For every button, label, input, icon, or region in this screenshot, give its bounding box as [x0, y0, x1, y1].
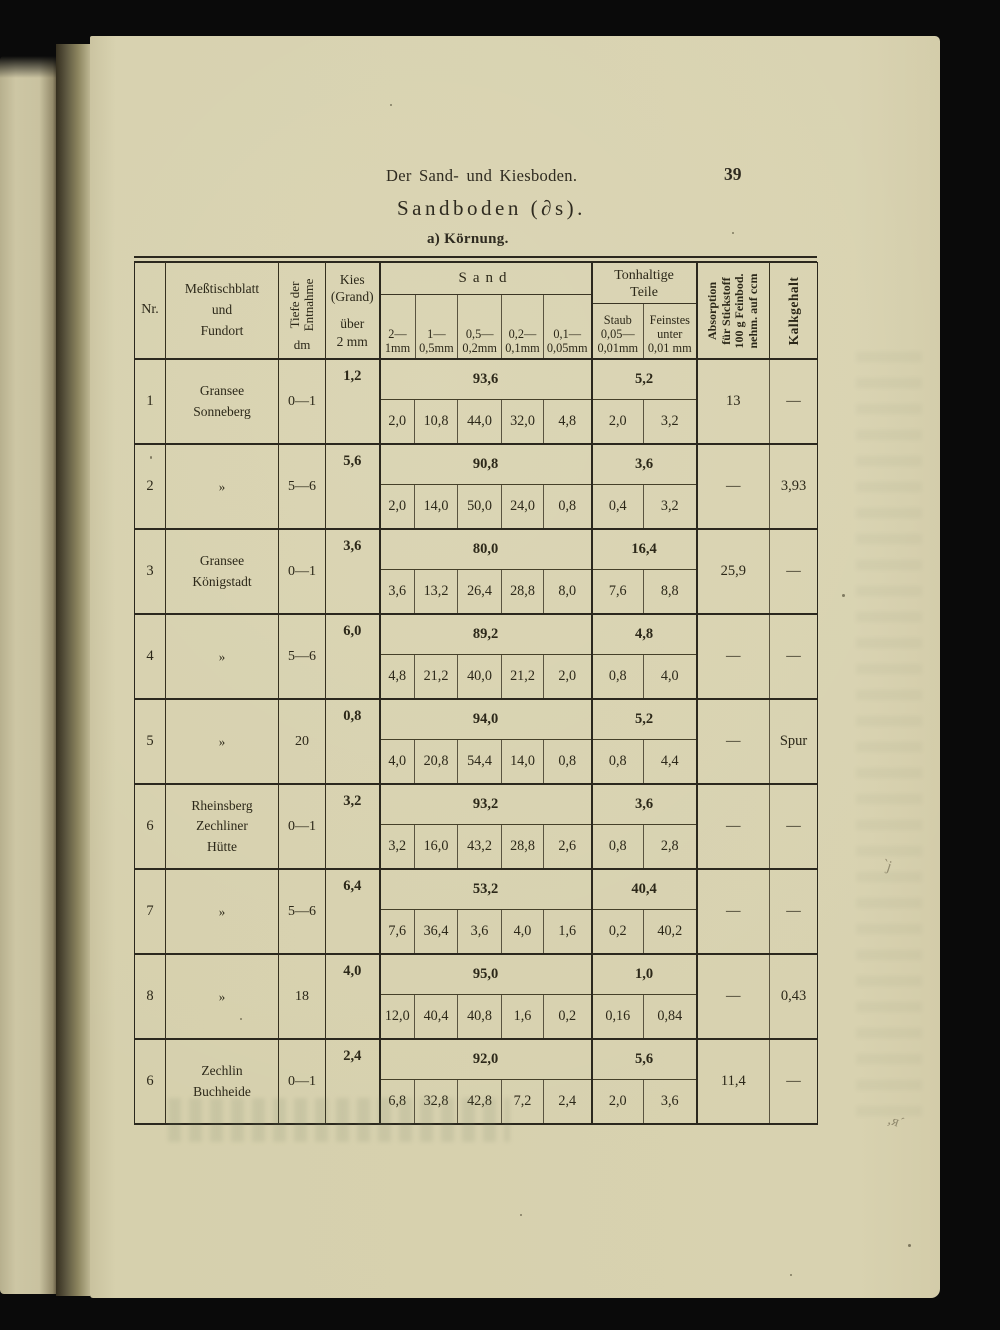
row-depth: 0—1: [279, 784, 326, 869]
kies-value: 3,2: [326, 784, 380, 869]
header-fundort-line: und: [211, 302, 233, 318]
ton-fraction-value: 40,2: [644, 910, 697, 955]
absorption-value: —: [697, 869, 770, 954]
sand-fraction-value: 40,4: [415, 995, 458, 1040]
show-through-columns: [856, 336, 922, 1116]
sand-fraction-value: 2,4: [544, 1080, 592, 1125]
location-line: »: [218, 903, 226, 919]
page-speck: [390, 104, 392, 106]
row-depth: 5—6: [279, 869, 326, 954]
row-number: 3: [135, 529, 166, 614]
row-depth: 20: [279, 699, 326, 784]
header-ton-col: Staub 0,05— 0,01mm: [597, 313, 639, 355]
sand-total: 53,2: [380, 869, 592, 910]
sand-fraction-value: 2,0: [380, 485, 415, 530]
sand-fraction-value: 0,8: [544, 485, 592, 530]
row-number: 1: [135, 359, 166, 444]
ton-total: 5,2: [592, 699, 697, 740]
table-body: [135, 359, 818, 1124]
header-absorption-rotated: Absorption für Stickstoff 100 g Feinbod. nehm. auf ccm: [705, 272, 760, 349]
sand-fraction-value: 54,4: [458, 740, 502, 785]
subsection-title: a) Körnung.: [427, 231, 509, 247]
ton-fraction-value: 0,2: [592, 910, 644, 955]
page-speck: [732, 232, 734, 234]
location-line: »: [218, 733, 226, 749]
table-row: [135, 359, 818, 400]
sand-total: 94,0: [380, 699, 592, 740]
header-sand-col: 0,1— 0,05mm: [543, 295, 591, 358]
ton-fraction-value: 0,16: [592, 995, 644, 1040]
header-sand-title: Sand: [381, 263, 591, 295]
row-depth: 0—1: [279, 529, 326, 614]
location-line: Buchheide: [193, 1083, 251, 1099]
ton-fraction-value: 0,4: [592, 485, 644, 530]
sand-fraction-value: 0,2: [544, 995, 592, 1040]
sand-fraction-value: 42,8: [458, 1080, 502, 1125]
sand-fraction-value: 36,4: [415, 910, 458, 955]
location-line: »: [218, 478, 226, 494]
header-ton-col: Feinstes unter 0,01 mm: [643, 304, 696, 358]
ton-fraction-value: 0,8: [592, 825, 644, 870]
header-sand-col: 1— 0,5mm: [415, 295, 458, 358]
row-location: [166, 1039, 279, 1124]
row-number: 4: [135, 614, 166, 699]
kies-value: 6,4: [326, 869, 380, 954]
sand-fraction-value: 1,6: [502, 995, 544, 1040]
page-number: 39: [724, 164, 742, 184]
row-location: [166, 444, 279, 529]
sand-fraction-value: 7,2: [502, 1080, 544, 1125]
row-depth: 0—1: [279, 1039, 326, 1124]
adjacent-page-edge: [0, 56, 56, 1294]
sand-fraction-value: 14,0: [415, 485, 458, 530]
sand-fraction-value: 32,0: [502, 400, 544, 445]
absorption-value: —: [697, 784, 770, 869]
ton-fraction-value: 2,0: [592, 1080, 644, 1125]
location-line: »: [218, 648, 226, 664]
ton-fraction-value: 3,6: [644, 1080, 697, 1125]
location-line: Gransee: [199, 553, 245, 569]
kies-value: 4,0: [326, 954, 380, 1039]
ton-total: 5,6: [592, 1039, 697, 1080]
sand-fraction-value: 1,6: [544, 910, 592, 955]
absorption-value: —: [697, 954, 770, 1039]
sand-fraction-value: 3,6: [458, 910, 502, 955]
pen-mark: `ј: [879, 856, 894, 876]
kalk-value: 0,43: [770, 954, 818, 1039]
sand-fraction-value: 4,8: [380, 655, 415, 700]
sand-total: 92,0: [380, 1039, 592, 1080]
kalk-value: —: [770, 359, 818, 444]
header-sand-group: [380, 263, 592, 360]
header-sand-subcolumns: [381, 295, 591, 358]
sand-fraction-value: 24,0: [502, 485, 544, 530]
row-location: [166, 954, 279, 1039]
header-nr: Nr.: [135, 263, 166, 360]
kalk-value: 3,93: [770, 444, 818, 529]
kies-value: 3,6: [326, 529, 380, 614]
ton-fraction-value: 0,8: [592, 655, 644, 700]
page-speck: [790, 1274, 792, 1276]
kalk-value: —: [770, 529, 818, 614]
sand-fraction-value: 2,0: [544, 655, 592, 700]
kalk-value: —: [770, 614, 818, 699]
section-title: Sandboden (∂s).: [397, 196, 586, 220]
ton-fraction-value: 2,8: [644, 825, 697, 870]
sand-fraction-value: 50,0: [458, 485, 502, 530]
page-speck: [842, 594, 845, 597]
absorption-value: —: [697, 699, 770, 784]
sand-fraction-value: 3,2: [380, 825, 415, 870]
sand-total: 89,2: [380, 614, 592, 655]
sand-fraction-value: 28,8: [502, 570, 544, 615]
book-gutter-shadow: [56, 44, 90, 1296]
sand-fraction-value: 3,6: [380, 570, 415, 615]
location-line: Königstadt: [192, 573, 252, 589]
sand-total: 80,0: [380, 529, 592, 570]
grain-size-table-grid: [134, 262, 818, 1125]
row-depth: 0—1: [279, 359, 326, 444]
sand-fraction-value: 8,0: [544, 570, 592, 615]
row-location: [166, 784, 279, 869]
location-line: Hütte: [207, 838, 237, 854]
sand-fraction-value: 2,6: [544, 825, 592, 870]
page-speck: [150, 456, 152, 459]
header-fundort-line: Meßtischblatt: [184, 281, 260, 297]
header-tiefe-rotated: Tiefe der Entnahme: [287, 278, 316, 332]
sand-fraction-value: 13,2: [415, 570, 458, 615]
sand-fraction-value: 12,0: [380, 995, 415, 1040]
absorption-value: —: [697, 614, 770, 699]
sand-fraction-value: 28,8: [502, 825, 544, 870]
table-row: [135, 784, 818, 825]
table-row: [135, 444, 818, 485]
header-ton-subcolumns: [593, 304, 696, 358]
running-head: Der Sand- und Kiesboden.: [386, 166, 578, 185]
sand-fraction-value: 40,8: [458, 995, 502, 1040]
row-number: 6: [135, 1039, 166, 1124]
header-absorption: [697, 263, 770, 360]
sand-fraction-value: 16,0: [415, 825, 458, 870]
ton-fraction-value: 3,2: [644, 485, 697, 530]
row-location: [166, 869, 279, 954]
header-sand-col: 0,5— 0,2mm: [457, 295, 501, 358]
absorption-value: 13: [697, 359, 770, 444]
sand-total: 95,0: [380, 954, 592, 995]
row-depth: 5—6: [279, 614, 326, 699]
kies-value: 2,4: [326, 1039, 380, 1124]
ton-fraction-value: 0,8: [592, 740, 644, 785]
sand-fraction-value: 10,8: [415, 400, 458, 445]
row-location: [166, 699, 279, 784]
sand-fraction-value: 4,8: [544, 400, 592, 445]
ton-fraction-value: 0,84: [644, 995, 697, 1040]
ton-fraction-value: 8,8: [644, 570, 697, 615]
kalk-value: —: [770, 784, 818, 869]
ton-total: 4,8: [592, 614, 697, 655]
header-kies: Kies (Grand) über 2 mm: [326, 263, 380, 360]
kalk-value: Spur: [770, 699, 818, 784]
pen-mark: ,я´: [886, 1111, 906, 1133]
sand-fraction-value: 40,0: [458, 655, 502, 700]
row-location: [166, 529, 279, 614]
sand-total: 93,6: [380, 359, 592, 400]
sand-fraction-value: 7,6: [380, 910, 415, 955]
sand-fraction-value: 6,8: [380, 1080, 415, 1125]
row-number: 7: [135, 869, 166, 954]
location-line: Zechliner: [196, 818, 248, 834]
sand-fraction-value: 26,4: [458, 570, 502, 615]
sand-fraction-value: 44,0: [458, 400, 502, 445]
ton-fraction-value: 3,2: [644, 400, 697, 445]
page-speck: [520, 1214, 522, 1216]
page-speck: [908, 1244, 911, 1247]
ton-total: 3,6: [592, 444, 697, 485]
kalk-value: —: [770, 869, 818, 954]
table-header: [135, 263, 818, 360]
location-line: »: [218, 988, 226, 1004]
absorption-value: —: [697, 444, 770, 529]
sand-total: 93,2: [380, 784, 592, 825]
header-sand-col: 2— 1mm: [384, 327, 411, 355]
row-number: 2: [135, 444, 166, 529]
sand-fraction-value: 21,2: [415, 655, 458, 700]
kies-value: 0,8: [326, 699, 380, 784]
kies-value: 5,6: [326, 444, 380, 529]
row-location: [166, 359, 279, 444]
row-number: 5: [135, 699, 166, 784]
row-number: 6: [135, 784, 166, 869]
sand-fraction-value: 21,2: [502, 655, 544, 700]
ton-total: 40,4: [592, 869, 697, 910]
sand-fraction-value: 4,0: [380, 740, 415, 785]
sand-fraction-value: 2,0: [380, 400, 415, 445]
row-depth: 18: [279, 954, 326, 1039]
sand-fraction-value: 0,8: [544, 740, 592, 785]
table-row: [135, 699, 818, 740]
sand-fraction-value: 4,0: [502, 910, 544, 955]
table-row: [135, 1039, 818, 1080]
absorption-value: 11,4: [697, 1039, 770, 1124]
ton-fraction-value: 4,4: [644, 740, 697, 785]
ton-total: 16,4: [592, 529, 697, 570]
page-speck: [240, 1018, 242, 1020]
table-row: [135, 954, 818, 995]
ton-fraction-value: 7,6: [592, 570, 644, 615]
location-line: Sonneberg: [193, 403, 251, 419]
kies-value: 1,2: [326, 359, 380, 444]
header-ton-group: [592, 263, 697, 360]
ton-total: 3,6: [592, 784, 697, 825]
location-line: Gransee: [199, 383, 245, 399]
table-row: [135, 869, 818, 910]
location-line: Rheinsberg: [191, 798, 253, 814]
ton-fraction-value: 2,0: [592, 400, 644, 445]
sand-fraction-value: 14,0: [502, 740, 544, 785]
header-ton-title: Tonhaltige Teile: [593, 263, 696, 304]
header-tiefe-unit: dm: [293, 337, 311, 353]
ton-total: 5,2: [592, 359, 697, 400]
sand-fraction-value: 43,2: [458, 825, 502, 870]
header-fundort-line: Fundort: [200, 322, 244, 338]
absorption-value: 25,9: [697, 529, 770, 614]
ton-fraction-value: 4,0: [644, 655, 697, 700]
sand-total: 90,8: [380, 444, 592, 485]
sand-fraction-value: 20,8: [415, 740, 458, 785]
row-location: [166, 614, 279, 699]
kies-value: 6,0: [326, 614, 380, 699]
header-kalkgehalt-rotated: Kalkgehalt: [785, 276, 801, 345]
header-tiefe: [279, 263, 326, 360]
location-line: Zechlin: [201, 1063, 243, 1079]
sand-fraction-value: 32,8: [415, 1080, 458, 1125]
table-row: [135, 529, 818, 570]
header-kalkgehalt: [770, 263, 818, 360]
header-sand-col: 0,2— 0,1mm: [501, 295, 543, 358]
kalk-value: —: [770, 1039, 818, 1124]
header-fundort: [166, 263, 279, 360]
table-row: [135, 614, 818, 655]
book-page: [90, 36, 940, 1298]
grain-size-table: [134, 256, 817, 1125]
row-depth: 5—6: [279, 444, 326, 529]
ton-total: 1,0: [592, 954, 697, 995]
row-number: 8: [135, 954, 166, 1039]
